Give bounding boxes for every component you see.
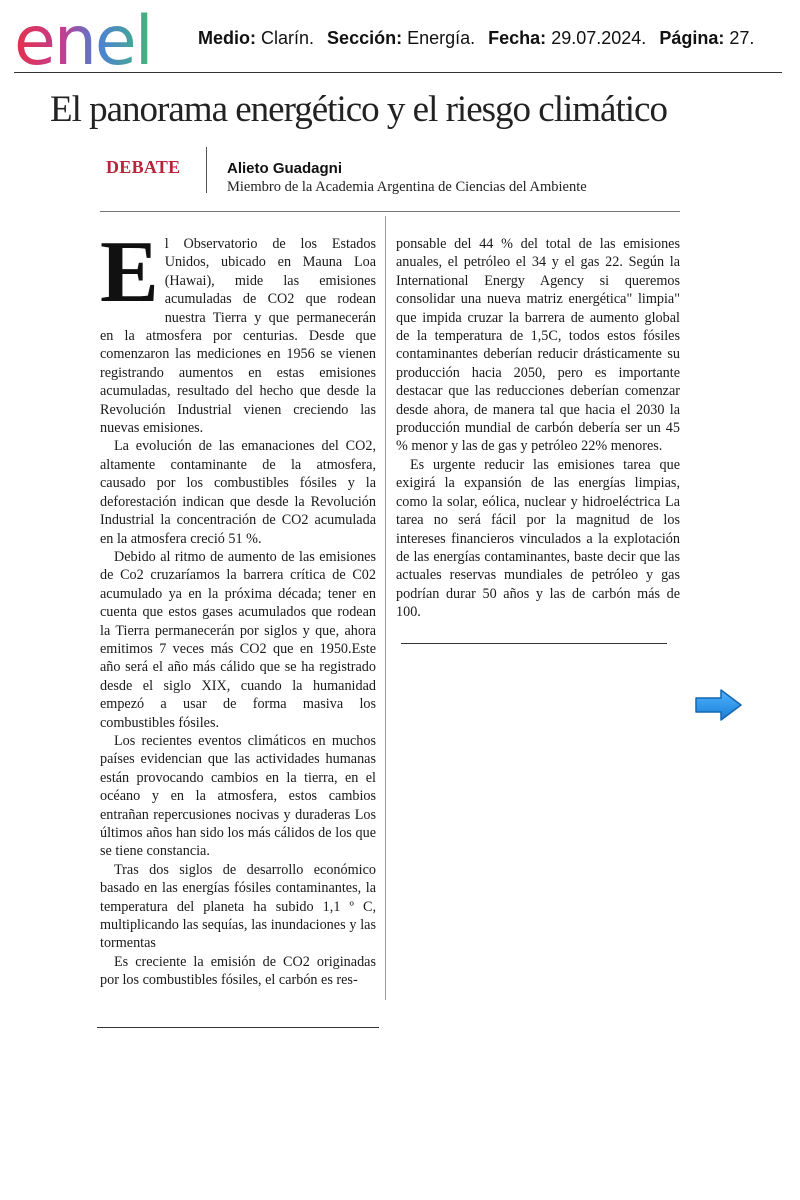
enel-logo [14,6,184,70]
medio-value: Clarín. [261,28,315,48]
body-paragraph: El Observatorio de los Estados Unidos, ubicado en Mauna Loa (Hawai), mide las emisiones acumuladas de CO2 que rodean nuestra Tierra y que permanecerán en la atmosfera por centurias. Desde que comenzaron las mediciones en 1956 se vienen registrando aumentos en estas emisiones acumuladas, resultado del hecho que desde la Revolución Industrial vienen creciendo las nuevas emisiones. [100,224,376,437]
column-divider [385,216,386,1000]
pagina-label: Página: [659,28,725,48]
body-paragraph: ponsable del 44 % del total de las emisiones anuales, el petróleo el 34 y el gas 22. Según la International Energy Agency si queremos consolidar una nueva matriz energética" limpia" que impida cruzar la barrera de aumento global de la temperatura de 1,5C, todos estos fósiles contaminantes deberían reducir drásticamente su producción hacia 2050, pero es importante destacar que las reducciones deberían comenzar desde ahora, de manera tal que hacia el 2030 la producción mundial de carbón debería ser un 45 % menor y las de gas y petróleo 22% menores. [396,236,680,455]
article-top-rule [100,211,680,212]
fecha-label: Fecha: [488,28,547,48]
body-paragraph: La evolución de las emanaciones del CO2, altamente contaminante de la atmosfera, causado por los combustibles fósiles y la deforestación indican que desde la Revolución Industrial la concentración de CO2 acumulada en la atmosfera creció 51 %. [100,438,376,547]
section-kicker: DEBATE [106,157,181,177]
author-name: Alieto Guadagni [227,160,343,177]
byline-divider [206,147,207,193]
medio-label: Medio: [198,28,256,48]
header-divider [14,72,782,73]
author-role: Miembro de la Academia Argentina de Ciencias del Ambiente [227,179,587,195]
svg-text:enel: enel [14,6,152,70]
seccion-value: Energía. [407,28,476,48]
next-page-arrow-icon[interactable] [694,688,744,722]
body-paragraph: Es urgente reducir las emisiones tarea que exigirá la expansión de las energías limpias, como la solar, eólica, nuclear y hidroeléctrica La tarea no será fácil por la magnitud de los intereses financieros vinculados a la explotación de las energías contaminantes, baste decir que las actuales reservas mundiales de petróleo y gas podrían durar 50 años y las de carbón más de 100. [396,456,680,621]
body-paragraph: Debido al ritmo de aumento de las emisiones de Co2 cruzaríamos la barrera crítica de C02 acumulado ya en la próxima década; tener en cuenta que estos gases acumulados que rodean la Tierra permanecerán por siglos y que, ahora emitimos 7 veces más CO2 que en 1950.Este año será el año más cálido que se ha registrado desde el siglo XIX, cuando la humanidad empezó a usar de forma masiva los combustibles fósiles. [100,548,376,731]
publication-meta [198,28,788,49]
article-column-right [396,235,680,622]
pagina-value: 27. [729,28,755,48]
body-paragraph: Los recientes eventos climáticos en muchos países evidencian que las actividades humanas están provocando cambios en la tierra, en el océano y en la atmosfera, estos cambios entrañan repercusiones nocivas y duraderas Los últimos años han sido los más cálidos de los que se tiene constancia. [100,732,376,860]
column-end-rule-left [97,1027,379,1028]
seccion-label: Sección: [327,28,403,48]
body-paragraph: Tras dos siglos de desarrollo económico basado en las energías fósiles contaminantes, la temperatura del planeta ha subido 1,1 º C, multiplicando las sequías, las inundaciones y las tormentas [100,861,376,952]
fecha-value: 29.07.2024. [551,28,647,48]
drop-cap: E [100,224,159,321]
article-headline: El panorama energético y el riesgo climático [50,89,667,130]
article-column-left [100,224,376,990]
column-end-rule-right [401,643,667,644]
body-paragraph: Es creciente la emisión de CO2 originadas por los combustibles fósiles, el carbón es res- [100,953,376,989]
